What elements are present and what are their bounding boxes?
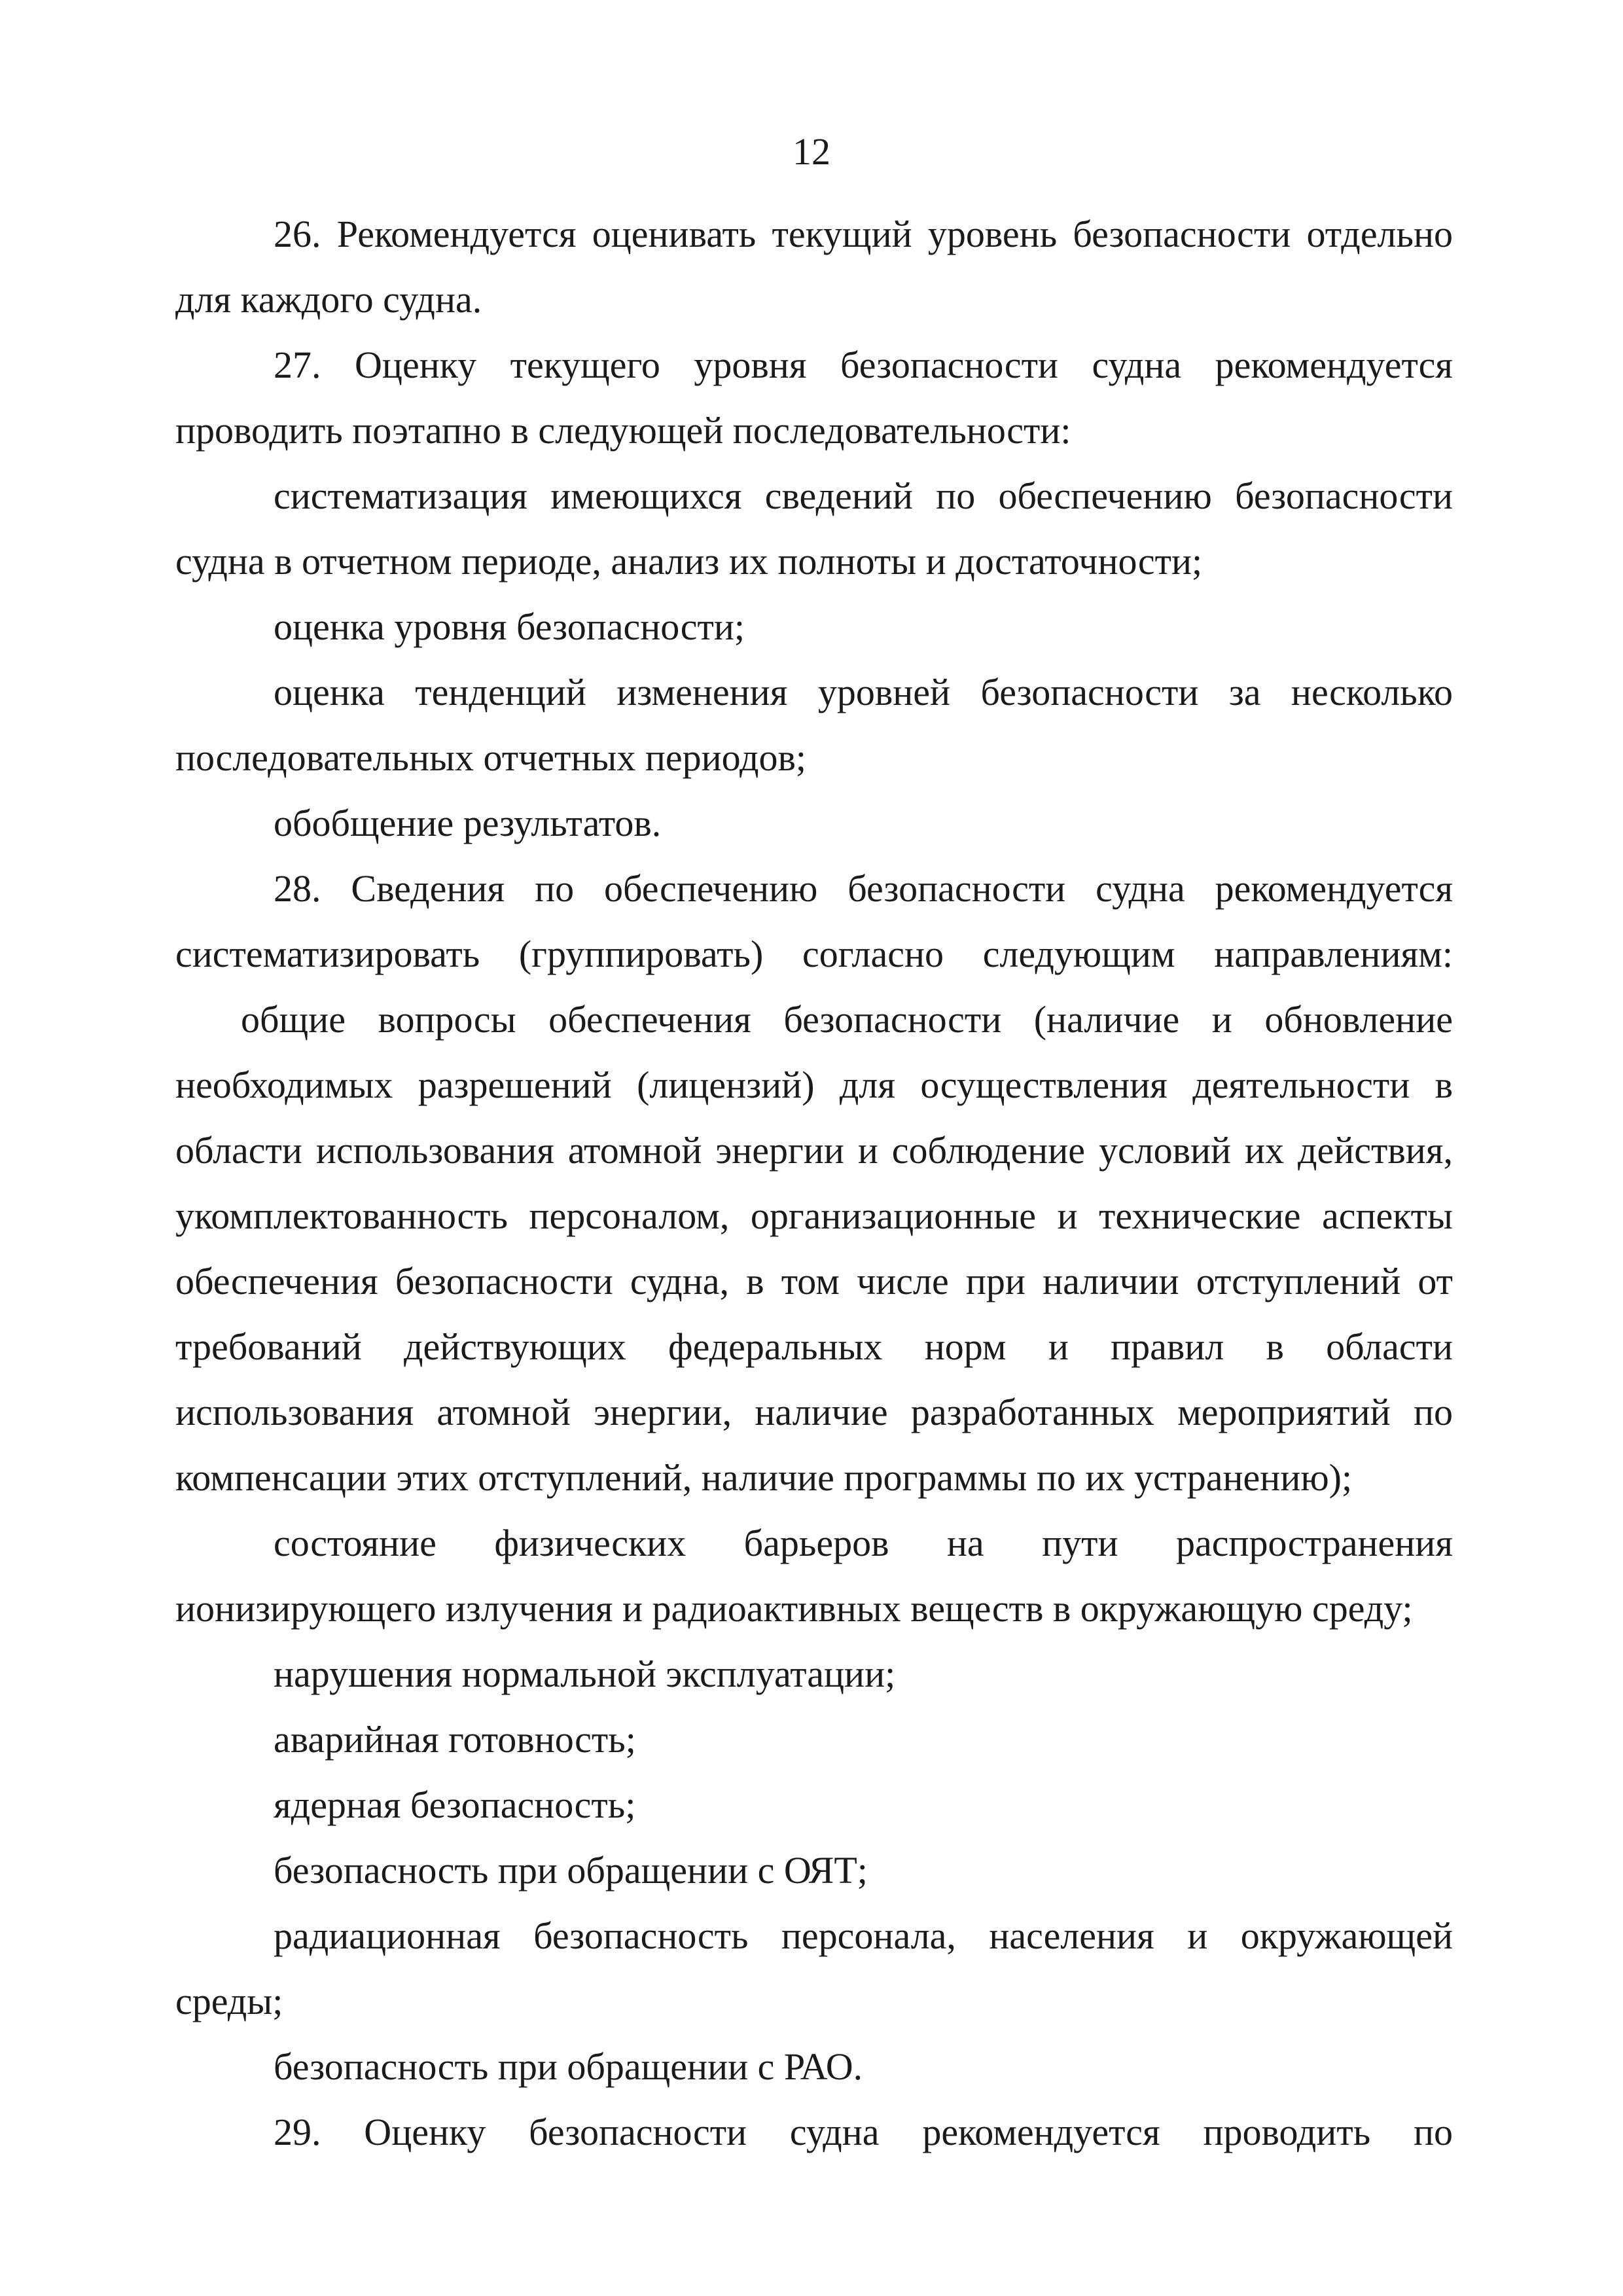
text-line: 27. Оценку текущего уровня безопасности судна рекомендуется [274,344,1453,386]
text-line: области использования атомной энергии и соблюдение условий их действия, [175,1129,1453,1172]
text-line: оценка тенденций изменения уровней безопасности за несколько [274,671,1453,713]
text-line: компенсации этих отступлений, наличие программы по их устранению); [175,1456,1353,1499]
text-line: 26. Рекомендуется оценивать текущий уровень безопасности отдельно [274,213,1453,255]
text-line: судна в отчетном периоде, анализ их полноты и достаточности; [175,540,1203,583]
text-line: 28. Сведения по обеспечению безопасности судна рекомендуется [274,867,1453,910]
text-line: необходимых разрешений (лицензий) для осуществления деятельности в [175,1064,1453,1106]
text-line: обобщение результатов. [274,802,662,844]
text-line: 29. Оценку безопасности судна рекомендуется проводить по [274,2111,1453,2153]
text-line: нарушения нормальной эксплуатации; [274,1653,896,1695]
page-number: 12 [793,130,830,173]
text-line: требований действующих федеральных норм и правил в области [175,1325,1453,1368]
text-line: последовательных отчетных периодов; [175,736,807,779]
text-line: состояние физических барьеров на пути распространения [274,1522,1453,1564]
text-line: использования атомной энергии, наличие разработанных мероприятий по [175,1391,1453,1433]
text-line: проводить поэтапно в следующей последовательности: [175,409,1071,452]
text-line: общие вопросы обеспечения безопасности (наличие и обновление [241,998,1453,1041]
text-line: систематизировать (группировать) согласно следующим направлениям: [175,933,1453,975]
text-line: обеспечения безопасности судна, в том числе при наличии отступлений от [175,1260,1453,1302]
text-line: безопасность при обращении с РАО. [274,2045,863,2088]
text-line: для каждого судна. [175,278,482,321]
text-line: среды; [175,1980,283,2022]
text-line: оценка уровня безопасности; [274,605,745,648]
text-line: безопасность при обращении с ОЯТ; [274,1849,868,1892]
text-line: укомплектованность персоналом, организационные и технические аспекты [175,1194,1453,1237]
text-line: радиационная безопасность персонала, населения и окружающей [274,1914,1453,1957]
text-line: аварийная готовность; [274,1718,636,1761]
text-line: ядерная безопасность; [274,1784,636,1826]
text-line: ионизирующего излучения и радиоактивных веществ в окружающую среду; [175,1587,1413,1630]
text-line: систематизация имеющихся сведений по обеспечению безопасности [274,475,1453,517]
